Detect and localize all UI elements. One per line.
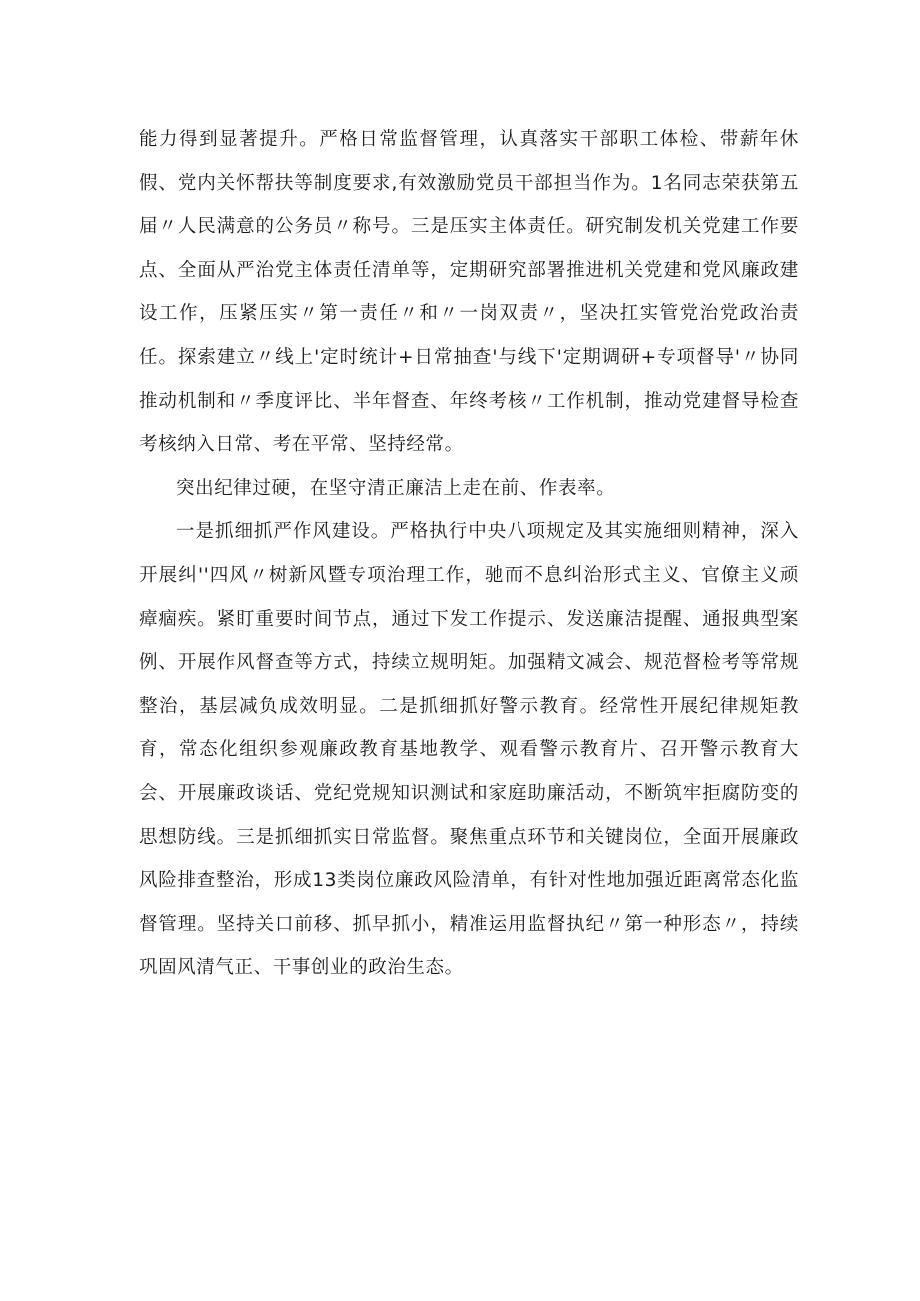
document-body bbox=[139, 118, 799, 990]
paragraph-discipline-heading: 突出纪律过硬，在坚守清正廉洁上走在前、作表率。 bbox=[176, 477, 616, 499]
paragraph-supervision-management: 能力得到显著提升。严格日常监督管理，认真落实干部职工体检、带薪年休假、党内关怀帮扶等制度要求,有效激励党员干部担当作为。1名同志荣获第五届〃人民满意的公务员〃称号。三是压实主体责任。研究制发机关党建工作要点、全面从严治党主体责任清单等，定期研究部署推进机关党建和党风廉政建设工作，压紧压实〃第一责任〃和〃一岗双责〃，坚决扛实管党治党政治责任。探索建立〃线上'定时统计+日常抽查'与线下'定期调研+专项督导'〃协同推动机制和〃季度评比、半年督查、年终考核〃工作机制，推动党建督导检查考核纳入日常、考在平常、坚持经常。 bbox=[139, 129, 799, 456]
paragraph-style-construction: 一是抓细抓严作风建设。严格执行中央八项规定及其实施细则精神，深入开展纠''四风〃树新风暨专项治理工作，驰而不息纠治形式主义、官僚主义顽瘴痼疾。紧盯重要时间节点，通过下发工作提示、发送廉洁提醒、通报典型案例、开展作风督查等方式，持续立规明矩。加强精文减会、规范督检考等常规整治，基层减负成效明显。二是抓细抓好警示教育。经常性开展纪律规矩教育，常态化组织参观廉政教育基地教学、观看警示教育片、召开警示教育大会、开展廉政谈话、党纪党规知识测试和家庭助廉活动，不断筑牢拒腐防变的思想防线。三是抓细抓实日常监督。聚焦重点环节和关键岗位，全面开展廉政风险排查整治，形成13类岗位廉政风险清单，有针对性地加强近距离常态化监督管理。坚持关口前移、抓早抓小，精准运用监督执纪〃第一种形态〃，持续巩固风清气正、干事创业的政治生态。 bbox=[139, 521, 799, 979]
